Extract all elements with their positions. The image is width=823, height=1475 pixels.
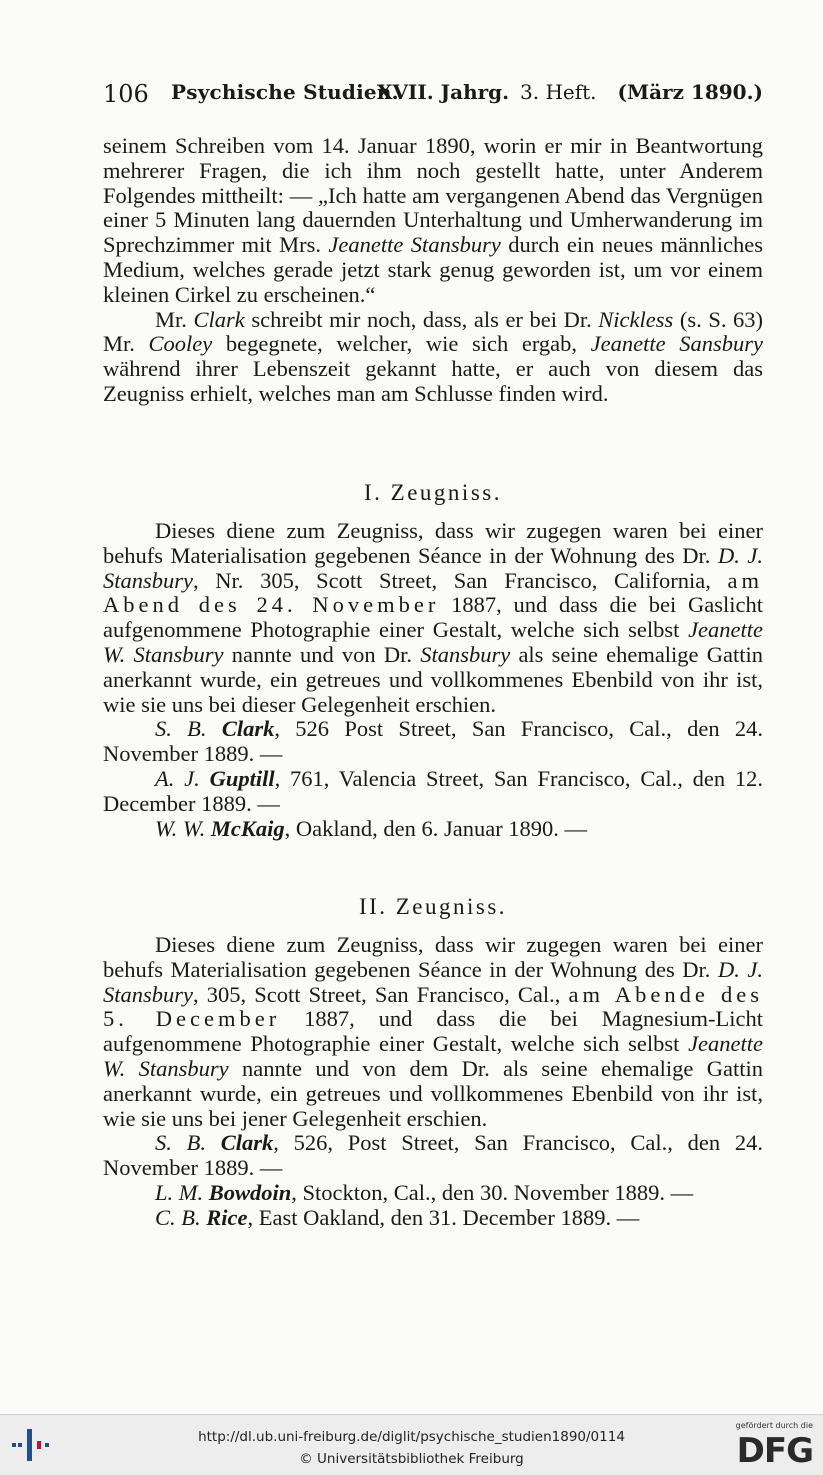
- paragraph: Mr. Clark schreibt mir noch, dass, als er bei Dr. Nickless (s. S. 63) Mr. Cooley begegnete, welcher, wie sich ergab, Jeanette Sansbury während ihrer Lebenszeit gekannt hatte, er auch von diesem das Zeugniss erhielt, welches man am Schlusse finden wird.: [103, 306, 764, 406]
- signature: L. M. Bowdoin, Stockton, Cal., den 30. November 1889. —: [155, 1179, 694, 1205]
- section-heading: I. Zeugniss.: [364, 480, 502, 505]
- issue-label: 3. Heft.: [520, 80, 597, 104]
- person-name: Cooley: [148, 331, 213, 357]
- copyright-notice: © Universitätsbibliothek Freiburg: [299, 1451, 524, 1467]
- signatory-name: Bowdoin: [208, 1179, 292, 1205]
- signatory-name: McKaig: [210, 815, 285, 841]
- viewer-footer: [0, 1414, 823, 1475]
- journal-title: Psychische Studien.: [171, 80, 399, 104]
- section-1-text: [103, 519, 763, 841]
- section-2-text: [103, 933, 763, 1231]
- person-name: Stansbury: [420, 641, 511, 667]
- signature: C. B. Rice, East Oakland, den 31. December 1889. —: [155, 1204, 640, 1230]
- dfg-tagline: gefördert durch die: [735, 1421, 813, 1430]
- permalink-url[interactable]: http://dl.ub.uni-freiburg.de/diglit/psychische_studien1890/0114: [198, 1429, 625, 1445]
- signature: A. J. Guptill, 761, Valencia Street, San Francisco, Cal., den 12. December 1889. —: [103, 765, 764, 816]
- dfg-wordmark: DFG: [736, 1431, 813, 1471]
- person-name: Jeanette W. Stansbury: [103, 617, 764, 667]
- person-name: Clark: [193, 306, 245, 332]
- spaced-date: am Abende des 5. December: [103, 981, 763, 1032]
- paragraph: Dieses diene zum Zeugniss, dass wir zugegen waren bei einer behufs Materialisation gegebenen Séance in der Wohnung des Dr. D. J. Stansbury, Nr. 305, Scott Street, San Francisco, California, am Abend des 24. November 1887, und dass die bei Gaslicht aufgenommene Photographie einer Gestalt, welche sich selbst Jeanette W. Stansbury nannte und von Dr. Stansbury als seine ehemalige Gattin anerkannt wurde, ein getreues und vollkommenes Ebenbild von ihr ist, wie sie uns bei dieser Gelegenheit erschien.: [103, 518, 764, 717]
- person-name: D. J. Stansbury: [103, 956, 763, 1007]
- signatory-name: Clark: [220, 1130, 274, 1156]
- signature: S. B. Clark, 526, Post Street, San Francisco, Cal., den 24. November 1889. —: [103, 1130, 763, 1181]
- issue-date: (März 1890.): [617, 80, 763, 104]
- signatory-name: Clark: [221, 716, 275, 742]
- section-heading: II. Zeugniss.: [358, 894, 508, 919]
- intro-text: [103, 134, 763, 407]
- person-name: Jeanette Stansbury: [328, 232, 501, 258]
- page-number: 106: [103, 80, 149, 108]
- person-name: Jeanette Sansbury: [590, 331, 763, 357]
- signature: S. B. Clark, 526 Post Street, San Francisco, Cal., den 24. November 1889. —: [103, 716, 763, 767]
- person-name: Jeanette W. Stansbury: [103, 1031, 764, 1081]
- running-header: [103, 80, 763, 112]
- volume-label: XVII. Jahrg.: [377, 80, 510, 104]
- paragraph: Dieses diene zum Zeugniss, dass wir zugegen waren bei einer behufs Materialisation gegebenen Séance in der Wohnung des Dr. D. J. Stansbury, 305, Scott Street, San Francisco, Cal., am Abende des 5. December 1887, und dass die bei Magnesium-Licht aufgenommene Photographie einer Gestalt, welche sich selbst Jeanette W. Stansbury nannte und von dem Dr. als seine ehemalige Gattin anerkannt wurde, ein getreues und vollkommenes Ebenbild von ihr ist, wie sie uns bei jener Gelegenheit erschien.: [103, 932, 764, 1131]
- person-name: Nickless: [598, 306, 674, 332]
- signatory-name: Guptill: [209, 765, 275, 791]
- signatory-name: Rice: [206, 1204, 248, 1230]
- paragraph: seinem Schreiben vom 14. Januar 1890, worin er mir in Beantwortung mehrerer Fragen, die ich ihm noch gestellt hatte, unter Anderem Folgendes mittheilt: — „Ich hatte am vergangenen Abend das Vergnügen einer 5 Minuten lang dauernden Unterhaltung und Umherwanderung im Sprechzimmer mit Mrs. Jeanette Stansbury durch ein neues männliches Medium, welches gerade jetzt stark genug geworden ist, um vor einem kleinen Cirkel zu erscheinen.“: [103, 133, 764, 307]
- spaced-date: am Abend des 24. November: [103, 567, 763, 618]
- dfg-logo[interactable]: [727, 1421, 813, 1471]
- signature: W. W. McKaig, Oakland, den 6. Januar 1890. —: [155, 815, 588, 841]
- person-name: D. J. Stansbury: [103, 542, 763, 593]
